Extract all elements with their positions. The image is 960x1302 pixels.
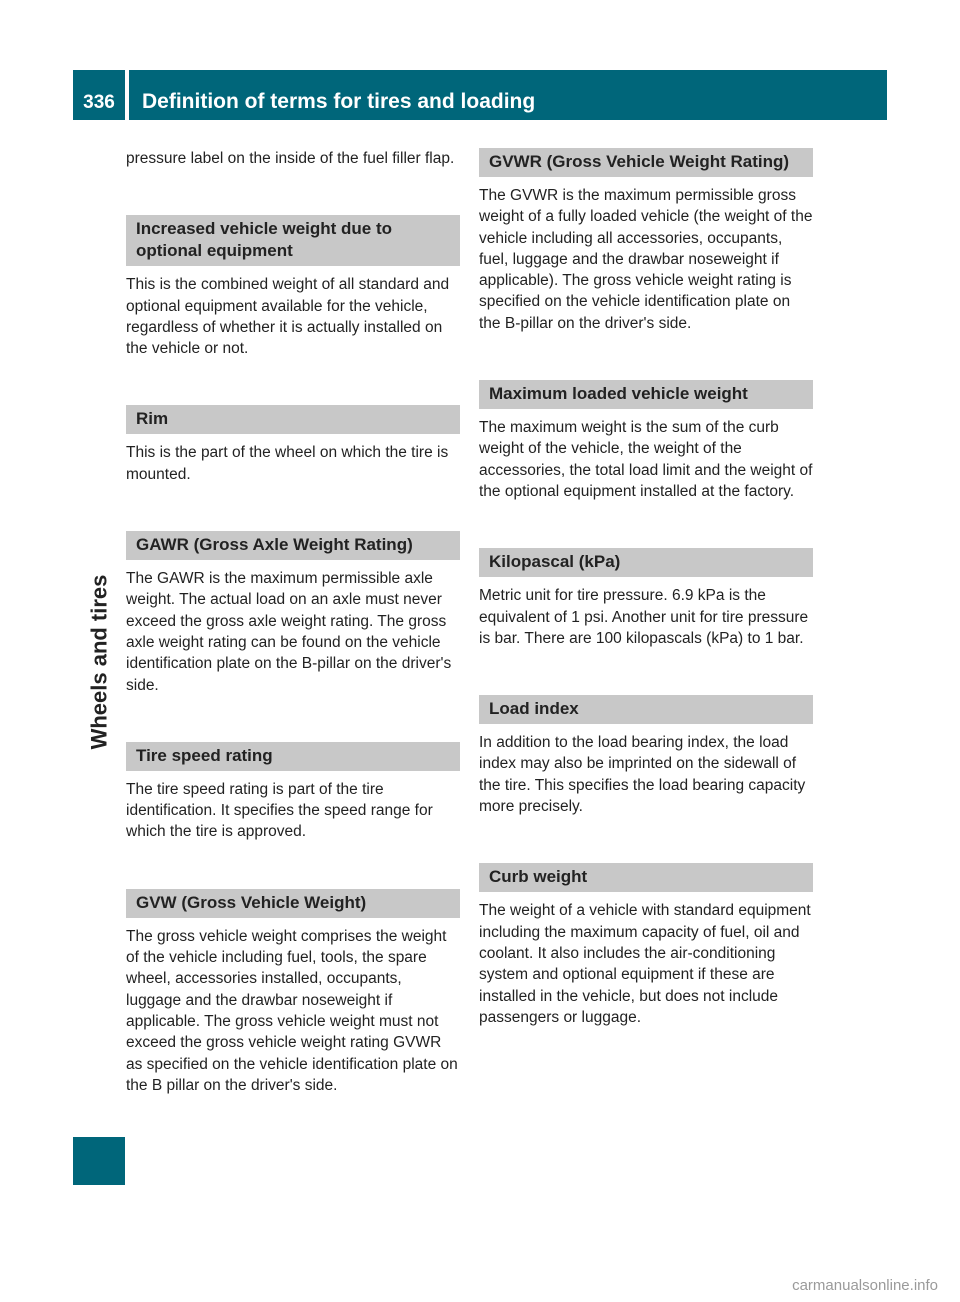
side-tab-label-text: Wheels and tires [86, 574, 111, 750]
right-column [479, 148, 813, 1028]
side-tab-marker [73, 1137, 125, 1185]
section-heading: Maximum loaded vehicle weight [479, 380, 813, 409]
page-title: Definition of terms for tires and loading [142, 90, 536, 113]
section-body: The tire speed rating is part of the tire identification. It specifies the speed range for which the tire is approved. [126, 780, 433, 841]
section-body: The GVWR is the maximum permissible gross weight of a fully loaded vehicle (the weight of the vehicle including all accessories, occupants, fuel, luggage and the drawbar noseweight if applicable). The gross vehicle weight rating is specified on the vehicle identification plate on the B-pillar on the driver's side. [479, 187, 813, 332]
section-heading: Increased vehicle weight due to optional equipment [126, 215, 460, 266]
section-heading: GVW (Gross Vehicle Weight) [126, 889, 460, 918]
section-heading: Kilopascal (kPa) [479, 548, 813, 577]
section-body: Metric unit for tire pressure. 6.9 kPa is the equivalent of 1 psi. Another unit for tire pressure is bar. There are 100 kilopascals (kPa) to 1 bar. [479, 587, 809, 647]
section-body: In addition to the load bearing index, the load index may also be imprinted on the sidewall of the tire. This specifies the load bearing capacity more precisely. [479, 734, 806, 816]
section-heading: Tire speed rating [126, 742, 460, 771]
section-heading: Rim [126, 405, 460, 434]
intro-text: pressure label on the inside of the fuel filler flap. [126, 150, 455, 167]
side-tab-label [82, 552, 116, 772]
header-divider [125, 70, 129, 120]
section-heading: Curb weight [479, 863, 813, 892]
section-body: This is the part of the wheel on which the tire is mounted. [126, 444, 449, 483]
section-body: The maximum weight is the sum of the curb weight of the vehicle, the weight of the accessories, the total load limit and the weight of the optional equipment installed at the factory. [479, 419, 813, 500]
section-body: The gross vehicle weight comprises the weight of the vehicle including fuel, tools, the spare wheel, accessories installed, occupants, luggage and the drawbar noseweight if applicable. The gross vehicle weight must not exceed the gross vehicle weight rating GVWR as specified on the vehicle identification plate on the B pillar on the driver's side. [126, 927, 458, 1094]
page-number: 336 [83, 92, 115, 113]
section-body: The weight of a vehicle with standard equipment including the maximum capacity of fuel, oil and coolant. It also includes the air-conditioning system and optional equipment if these are installed in the vehicle, but does not include passengers or luggage. [479, 902, 811, 1026]
left-column [126, 148, 460, 1096]
section-body: The GAWR is the maximum permissible axle weight. The actual load on an axle must never exceed the gross axle weight rating. The gross axle weight rating can be found on the vehicle identification plate on the B-pillar on the driver's side. [126, 570, 452, 694]
section-heading: Load index [479, 695, 813, 724]
section-body: This is the combined weight of all standard and optional equipment available for the vehicle, regardless of whether it is actually installed on the vehicle or not. [126, 276, 450, 358]
watermark[interactable]: carmanualsonline.info [792, 1277, 938, 1294]
section-heading: GVWR (Gross Vehicle Weight Rating) [479, 148, 813, 177]
section-heading: GAWR (Gross Axle Weight Rating) [126, 531, 460, 560]
